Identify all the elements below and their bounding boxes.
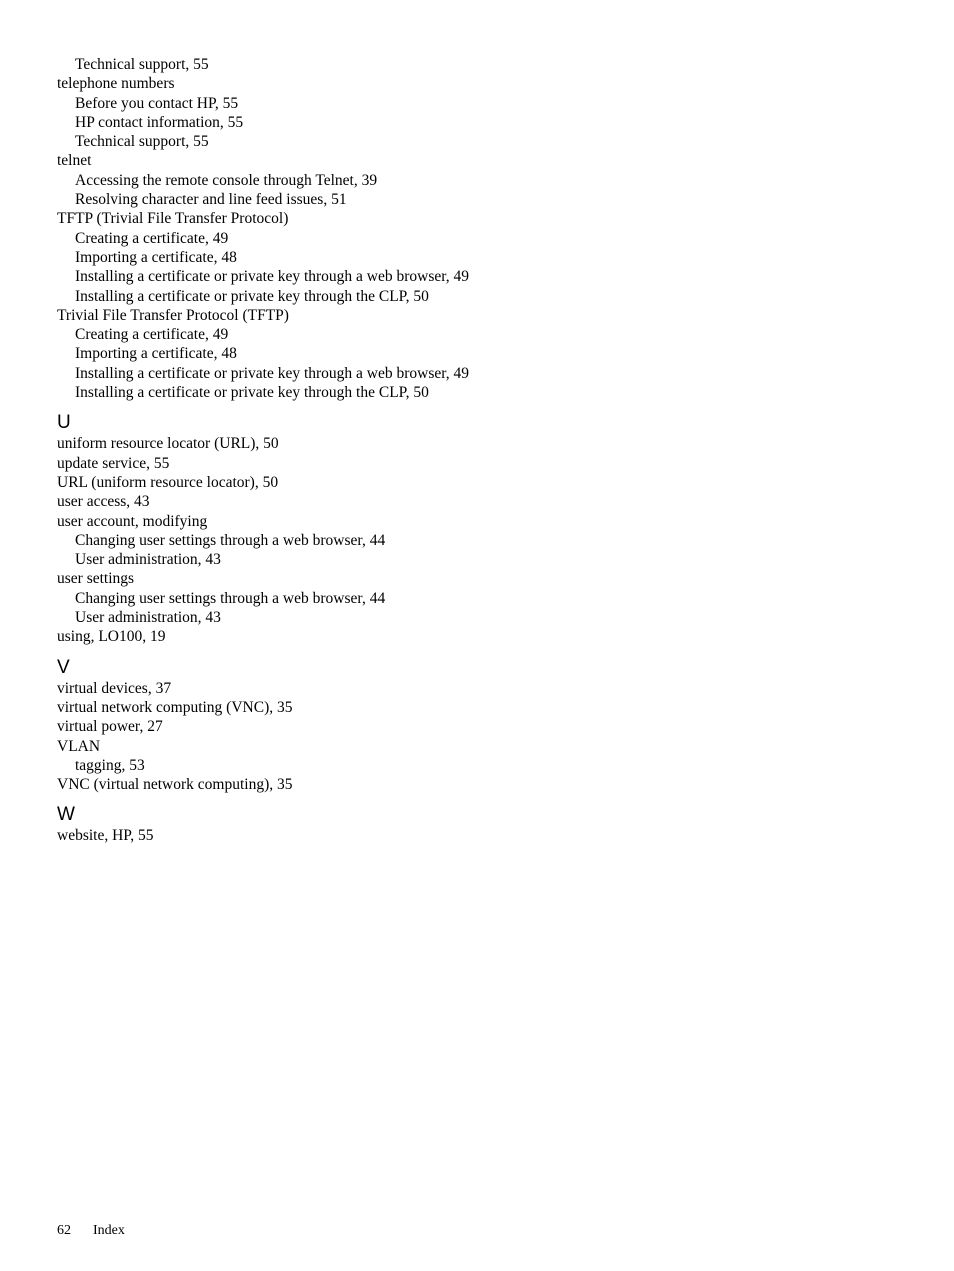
index-subentry: Technical support, 55 [75, 133, 209, 151]
index-entry: telephone numbers [57, 75, 175, 93]
footer-section-name: Index [93, 1223, 125, 1238]
index-subentry: Importing a certificate, 48 [75, 248, 237, 266]
index-entry: URL (uniform resource locator), 50 [57, 473, 279, 491]
index-group-t [57, 74, 477, 402]
index-subentry: Accessing the remote console through Telnet, 39 [75, 171, 378, 189]
page-number: 62 [57, 1223, 71, 1238]
index-column [57, 55, 477, 846]
index-entry: update service, 55 [57, 454, 170, 472]
index-continued [57, 55, 477, 74]
index-letter-heading: V [57, 656, 70, 678]
index-section-u [57, 412, 477, 646]
index-subentry: Creating a certificate, 49 [75, 326, 229, 344]
index-subentry: tagging, 53 [75, 756, 145, 774]
index-subentry: Installing a certificate or private key through the CLP, 50 [75, 384, 429, 402]
index-letter-heading: W [57, 804, 75, 826]
index-entry: using, LO100, 19 [57, 628, 166, 646]
index-entry: website, HP, 55 [57, 827, 154, 845]
index-entry: virtual power, 27 [57, 718, 163, 736]
page-footer [57, 1222, 125, 1240]
index-entry: VLAN [57, 737, 101, 755]
index-subentry: Resolving character and line feed issues, 51 [75, 191, 347, 209]
index-subentry: Importing a certificate, 48 [75, 345, 237, 363]
index-subentry: Before you contact HP, 55 [75, 94, 239, 112]
index-subentry: User administration, 43 [75, 551, 221, 569]
index-subentry: HP contact information, 55 [75, 113, 244, 131]
index-entry: VNC (virtual network computing), 35 [57, 776, 293, 794]
index-subentry: User administration, 43 [75, 609, 221, 627]
index-entry: virtual devices, 37 [57, 679, 172, 697]
index-subentry: Installing a certificate or private key through a web browser, 49 [75, 268, 470, 286]
index-entry: Trivial File Transfer Protocol (TFTP) [57, 306, 289, 324]
index-section-v [57, 657, 477, 795]
index-entry: telnet [57, 152, 92, 170]
index-subentry: Technical support, 55 [75, 56, 209, 73]
index-entry: uniform resource locator (URL), 50 [57, 435, 279, 453]
index-entry: TFTP (Trivial File Transfer Protocol) [57, 210, 289, 228]
index-subentry: Changing user settings through a web browser, 44 [75, 531, 386, 549]
index-subentry: Changing user settings through a web browser, 44 [75, 589, 386, 607]
index-letter-heading: U [57, 412, 71, 434]
index-subentry: Creating a certificate, 49 [75, 229, 229, 247]
index-subentry: Installing a certificate or private key through the CLP, 50 [75, 287, 429, 305]
index-entry: user account, modifying [57, 512, 208, 530]
index-section-w [57, 804, 477, 845]
index-entry: user settings [57, 570, 135, 588]
index-entry: user access, 43 [57, 493, 150, 511]
index-subentry: Installing a certificate or private key through a web browser, 49 [75, 364, 470, 382]
index-entry: virtual network computing (VNC), 35 [57, 698, 293, 716]
